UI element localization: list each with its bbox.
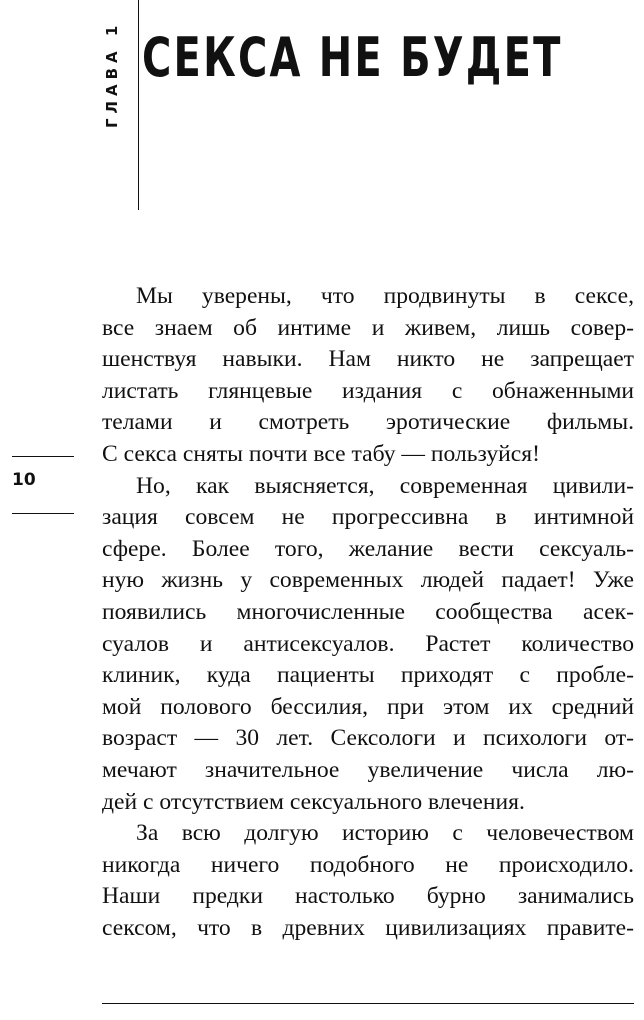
text-line: появились многочисленные сообщества асек- [102, 598, 634, 625]
text-line: телами и смотреть эротические фильмы. [102, 409, 634, 436]
text-line: С секса сняты почти все табу — пользуйся! [102, 440, 540, 467]
text-line: мечают значительное увеличение числа лю- [102, 756, 634, 783]
text-line: клиник, куда пациенты приходят с пробле- [102, 662, 634, 689]
chapter-divider-line [138, 0, 139, 210]
text-line: все знаем об интиме и живем, лишь совер- [102, 314, 634, 341]
page-number-bottom-rule [12, 513, 74, 514]
page-number: 10 [12, 470, 36, 490]
body-text [102, 281, 634, 944]
text-line: сексом, что в древних цивилизациях правите- [102, 914, 634, 941]
text-line: зация совсем не прогрессивна в интимной [102, 504, 634, 531]
text-line: листать глянцевые издания с обнаженными [102, 377, 634, 404]
text-line: никогда ничего подобного не происходило. [102, 851, 634, 878]
text-line: За всю долгую историю с человечеством [136, 820, 634, 847]
text-line: мой полового бессилия, при этом их средний [102, 693, 634, 720]
text-line: возраст — 30 лет. Сексологи и психологи от- [102, 725, 634, 752]
page-number-top-rule [12, 456, 74, 457]
text-line: Наши предки настолько бурно занимались [102, 883, 634, 910]
footer-rule [102, 1003, 634, 1004]
text-line: Но, как выясняется, современная цивили- [136, 472, 634, 499]
chapter-label: ГЛАВА 1 [103, 20, 121, 128]
text-line: сфере. Более того, желание вести сексуаль- [102, 535, 634, 562]
chapter-title: СЕКСА НЕ БУДЕТ [142, 26, 563, 89]
text-line: суалов и антисексуалов. Растет количество [102, 630, 634, 657]
text-line: Мы уверены, что продвинуты в сексе, [136, 283, 634, 309]
text-line: шенствуя навыки. Нам никто не запрещает [102, 346, 634, 373]
text-line: дей с отсутствием сексуального влечения. [102, 788, 525, 815]
text-line: ную жизнь у современных людей падает! Уже [102, 567, 634, 594]
